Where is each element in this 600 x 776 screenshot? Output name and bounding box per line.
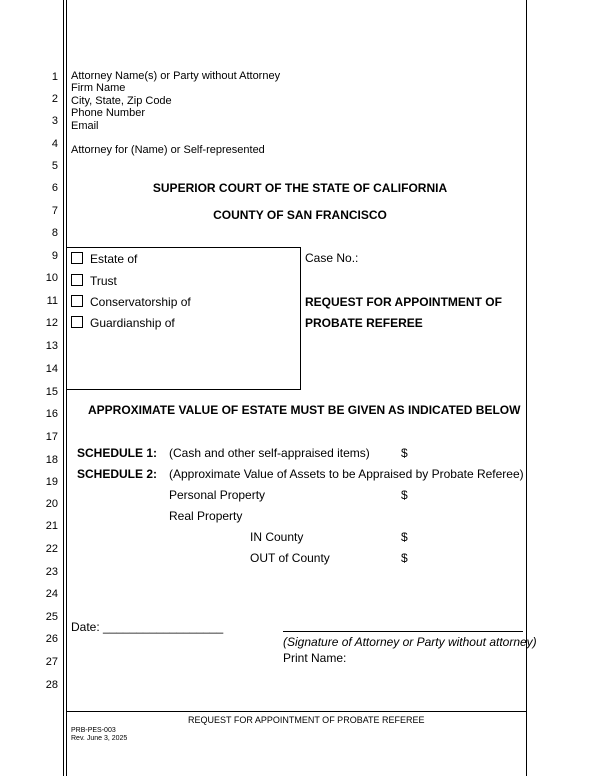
personal-property-label: Personal Property xyxy=(169,488,266,502)
in-county-label: IN County xyxy=(250,530,304,544)
line-number: 13 xyxy=(45,340,58,352)
out-county-label: OUT of County xyxy=(250,551,330,565)
line-number: 1 xyxy=(51,71,58,83)
revision-date: Rev. June 3, 2025 xyxy=(71,735,128,742)
city-state-zip: City, State, Zip Code xyxy=(71,95,172,107)
line-number: 21 xyxy=(45,520,58,532)
line-number: 6 xyxy=(51,182,58,194)
line-number: 15 xyxy=(45,386,58,398)
checkbox-icon xyxy=(71,295,83,307)
left-margin-line-outer xyxy=(63,0,64,776)
checkbox-label: Conservatorship of xyxy=(90,295,191,309)
line-number: 10 xyxy=(45,272,58,284)
line-number: 3 xyxy=(51,115,58,127)
out-county-dollar: $ xyxy=(401,551,408,565)
line-number: 26 xyxy=(45,633,58,645)
document-title-line2: PROBATE REFEREE xyxy=(305,316,423,330)
checkbox-estate[interactable] xyxy=(71,252,137,265)
email: Email xyxy=(71,120,99,132)
line-number: 14 xyxy=(45,363,58,375)
schedule1-description: (Cash and other self-appraised items) xyxy=(169,446,370,460)
checkbox-icon xyxy=(71,274,83,286)
footer-title: REQUEST FOR APPOINTMENT OF PROBATE REFEREE xyxy=(188,715,425,725)
schedule1-dollar: $ xyxy=(401,446,408,460)
county-name: COUNTY OF SAN FRANCISCO xyxy=(213,208,387,222)
checkbox-label: Estate of xyxy=(90,252,138,266)
checkbox-label: Trust xyxy=(90,274,117,288)
line-number: 8 xyxy=(51,227,58,239)
print-name-field[interactable]: Print Name: xyxy=(283,651,347,665)
line-number: 18 xyxy=(45,454,58,466)
schedule1-label: SCHEDULE 1: xyxy=(77,446,158,460)
line-number: 19 xyxy=(45,476,58,488)
line-number: 4 xyxy=(51,138,58,150)
line-number: 11 xyxy=(46,295,58,307)
attorney-name: Attorney Name(s) or Party without Attorney xyxy=(71,70,281,82)
schedule2-label: SCHEDULE 2: xyxy=(77,467,158,481)
checkbox-icon xyxy=(71,316,83,328)
personal-property-dollar: $ xyxy=(401,488,408,502)
caption-divider xyxy=(300,247,301,389)
line-number: 28 xyxy=(45,679,58,691)
footer-rule xyxy=(66,711,526,712)
caption-bottom-line xyxy=(66,389,301,390)
checkbox-label: Guardianship of xyxy=(90,316,175,330)
right-margin-line xyxy=(526,0,527,776)
signature-line[interactable] xyxy=(283,631,523,632)
line-number: 22 xyxy=(45,543,58,555)
line-number: 23 xyxy=(45,566,58,578)
firm-name: Firm Name xyxy=(71,82,126,94)
phone-number: Phone Number xyxy=(71,107,145,119)
line-number: 20 xyxy=(45,498,58,510)
line-number: 2 xyxy=(51,93,58,105)
caption-top-line xyxy=(66,247,301,248)
line-number: 5 xyxy=(51,160,58,172)
checkbox-trust[interactable] xyxy=(71,274,117,287)
line-number: 27 xyxy=(45,656,58,668)
line-number: 25 xyxy=(45,611,58,623)
left-margin-line-inner xyxy=(66,0,67,776)
form-number: PRB-PES-003 xyxy=(71,727,116,734)
document-title-line1: REQUEST FOR APPOINTMENT OF xyxy=(305,295,502,309)
court-name: SUPERIOR COURT OF THE STATE OF CALIFORNIA xyxy=(152,181,448,195)
checkbox-conservatorship[interactable] xyxy=(71,295,191,308)
line-number: 16 xyxy=(45,408,58,420)
line-number: 7 xyxy=(51,205,58,217)
line-number: 24 xyxy=(45,588,58,600)
checkbox-icon xyxy=(71,252,83,264)
real-property-label: Real Property xyxy=(169,509,243,523)
case-number-label: Case No.: xyxy=(305,251,359,265)
date-field[interactable]: Date: __________________ xyxy=(71,620,224,634)
line-number: 9 xyxy=(51,250,58,262)
schedule2-description: (Approximate Value of Assets to be Appraised by Probate Referee) xyxy=(169,467,524,481)
checkbox-guardianship[interactable] xyxy=(71,316,175,329)
in-county-dollar: $ xyxy=(401,530,408,544)
line-number: 12 xyxy=(45,317,58,329)
line-number: 17 xyxy=(45,431,58,443)
attorney-for: Attorney for (Name) or Self-represented xyxy=(71,144,265,156)
signature-caption: (Signature of Attorney or Party without attorney) xyxy=(283,635,537,649)
valuation-instruction: APPROXIMATE VALUE OF ESTATE MUST BE GIVEN AS INDICATED BELOW xyxy=(88,403,521,417)
